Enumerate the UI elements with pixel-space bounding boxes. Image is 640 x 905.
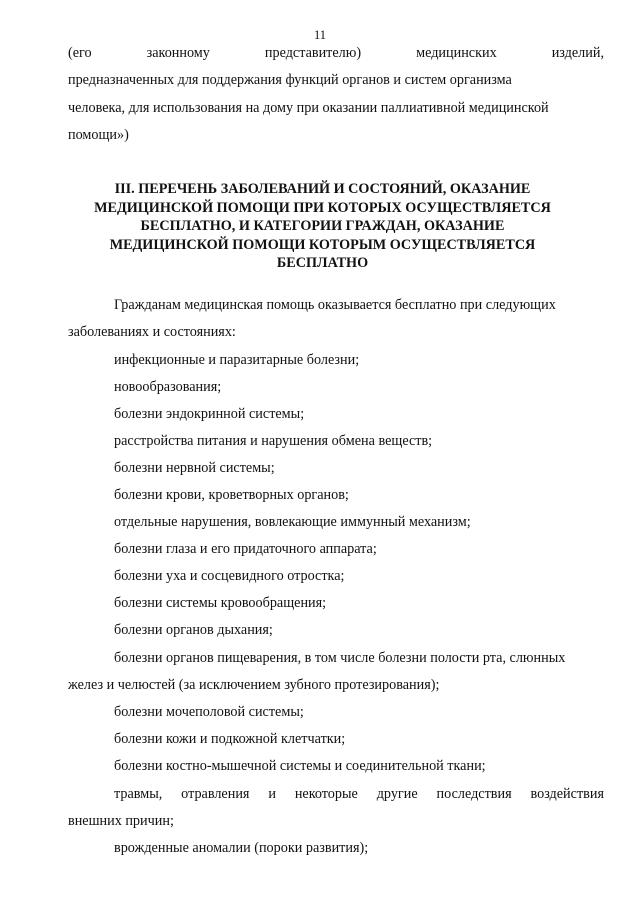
condition-item: болезни крови, кроветворных органов;	[114, 487, 349, 503]
section-heading	[90, 180, 555, 273]
trauma-word: другие	[376, 786, 418, 802]
heading-line: МЕДИЦИНСКОЙ ПОМОЩИ КОТОРЫМ ОСУЩЕСТВЛЯЕТСЯ	[109, 236, 536, 253]
intro-word: законному	[146, 45, 210, 61]
condition-item: болезни нервной системы;	[114, 460, 275, 476]
condition-item: болезни кожи и подкожной клетчатки;	[114, 731, 346, 747]
intro-word: медицинских	[416, 45, 497, 61]
condition-item: болезни системы кровообращения;	[114, 595, 327, 611]
intro-word: (его	[68, 45, 92, 61]
condition-item: болезни уха и сосцевидного отростка;	[114, 568, 345, 584]
lead-line-1: Гражданам медицинская помощь оказывается бесплатно при следующих	[114, 297, 556, 313]
intro-word: представителю)	[264, 45, 362, 61]
trauma-word: отравления	[181, 786, 250, 802]
trauma-word: воздействия	[530, 786, 604, 802]
trauma-word: некоторые	[294, 786, 358, 802]
trauma-word: и	[268, 786, 276, 802]
condition-item-trauma	[114, 786, 604, 803]
intro-line-1	[68, 45, 604, 62]
trauma-word: последствия	[436, 786, 512, 802]
condition-item: болезни глаза и его придаточного аппарата;	[114, 541, 377, 557]
condition-item-digestive: болезни органов пищеварения, в том числе болезни полости рта, слюнных	[114, 650, 566, 666]
condition-item: болезни эндокринной системы;	[114, 406, 305, 422]
intro-word: изделий,	[551, 45, 604, 61]
condition-item: болезни костно-мышечной системы и соединительной ткани;	[114, 758, 486, 774]
intro-line-4: помощи»)	[68, 127, 129, 143]
condition-item: инфекционные и паразитарные болезни;	[114, 352, 360, 368]
condition-item: врожденные аномалии (пороки развития);	[114, 840, 369, 856]
heading-line: МЕДИЦИНСКОЙ ПОМОЩИ ПРИ КОТОРЫХ ОСУЩЕСТВЛЯЕТСЯ	[94, 199, 551, 216]
intro-line-3: человека, для использования на дому при оказании паллиативной медицинской	[68, 100, 549, 116]
condition-item: расстройства питания и нарушения обмена веществ;	[114, 433, 433, 449]
heading-line: БЕСПЛАТНО	[276, 255, 369, 272]
condition-item: отдельные нарушения, вовлекающие иммунный механизм;	[114, 514, 471, 530]
page-number: 11	[313, 28, 327, 42]
heading-line: БЕСПЛАТНО, И КАТЕГОРИИ ГРАЖДАН, ОКАЗАНИЕ	[140, 218, 505, 235]
condition-item: новообразования;	[114, 379, 222, 395]
lead-line-2: заболеваниях и состояниях:	[68, 324, 236, 340]
condition-item: болезни органов дыхания;	[114, 622, 273, 638]
condition-item-digestive-cont: желез и челюстей (за исключением зубного протезирования);	[68, 677, 440, 693]
intro-line-2: предназначенных для поддержания функций органов и систем организма	[68, 72, 512, 88]
condition-item: болезни мочеполовой системы;	[114, 704, 304, 720]
trauma-word: травмы,	[114, 786, 163, 802]
condition-item-trauma-cont: внешних причин;	[68, 813, 174, 829]
heading-line: III. ПЕРЕЧЕНЬ ЗАБОЛЕВАНИЙ И СОСТОЯНИЙ, ОКАЗАНИЕ	[114, 181, 531, 197]
